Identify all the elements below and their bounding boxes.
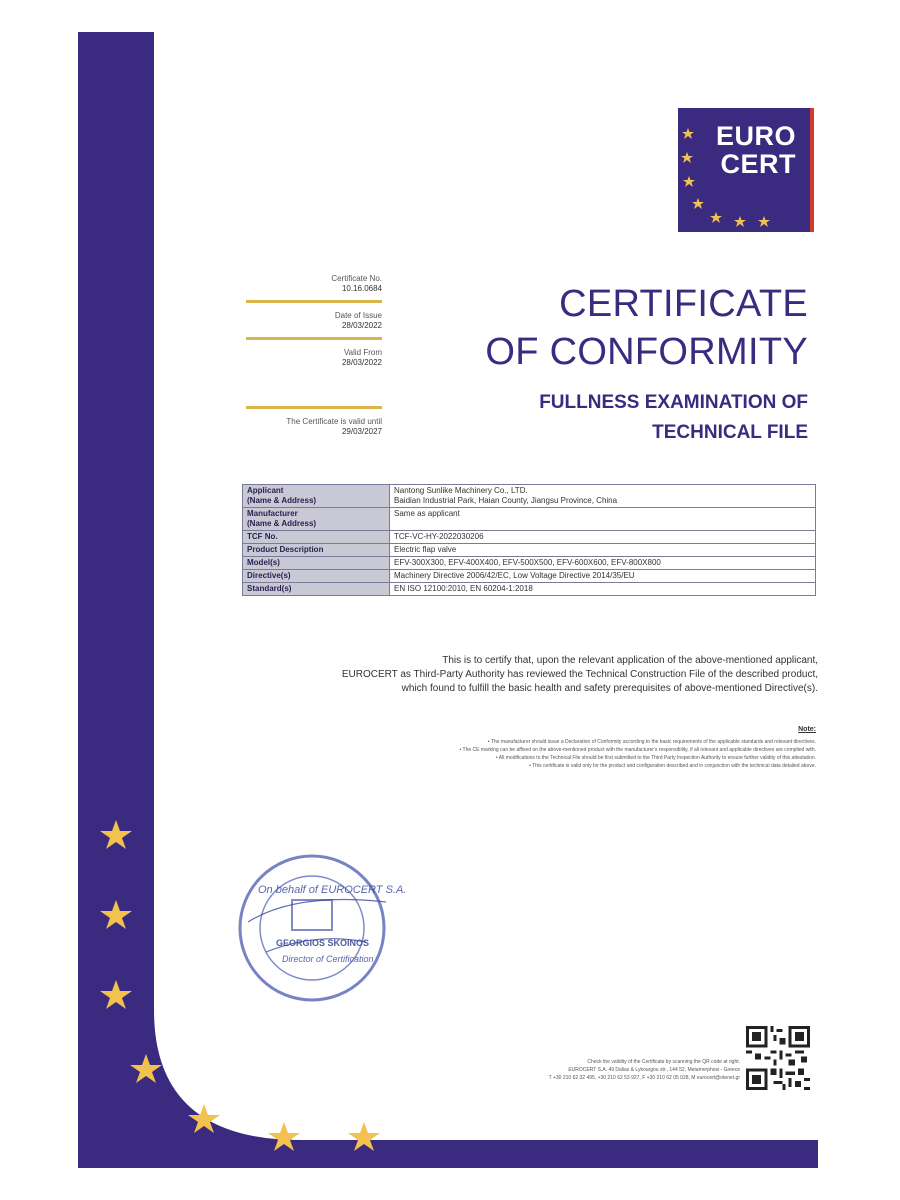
subtitle-line-2: TECHNICAL FILE [652,422,808,443]
qr-code-icon[interactable] [746,1026,810,1090]
star-icon [758,216,770,227]
note-item: • The CE marking can be affixed on the above-mentioned product with the manufacturer's responsibility, if all relevant and applicable directives are complied with. [216,746,816,754]
note-item: • All modifications to the Technical File should be first submitted to the Third Party Inspection Authority to ensure further validity of this attestation. [216,754,816,762]
star-icon [681,152,693,163]
logo-line-2: CERT [720,149,796,179]
note-item: • The manufacturer should issue a Declaration of Conformity according to the basic requirements of the applicable standards and relevant directives. [216,738,816,746]
label-line: Manufacturer [247,509,298,518]
meta-label: Certificate No. [331,274,382,283]
certification-statement [222,654,818,696]
footer-contact [360,1058,740,1082]
certificate-details-table [242,484,816,596]
table-row-applicant [243,485,816,508]
certificate-title [485,280,808,376]
row-value: TCF-VC-HY-2022030206 [390,531,816,544]
meta-value: 28/03/2022 [341,358,382,367]
row-label: Directive(s) [243,570,390,583]
table-row-manufacturer [243,508,816,531]
row-label: Model(s) [243,557,390,570]
row-value: Electric flap valve [390,544,816,557]
table-row [243,544,816,557]
star-icon [692,198,704,209]
statement-line: which found to fulfill the basic health and safety prerequisites of above-mentioned Directive(s). [401,683,818,694]
logo-line-1: EURO [715,121,796,151]
meta-value: 28/03/2022 [341,321,382,330]
statement-line: This is to certify that, upon the relevant application of the above-mentioned applicant, [442,655,818,666]
row-value: EFV-300X300, EFV-400X400, EFV-500X500, EFV-600X600, EFV-800X800 [390,557,816,570]
star-icon [734,216,746,227]
table-row [243,531,816,544]
certificate-meta [246,274,382,437]
row-label: TCF No. [243,531,390,544]
meta-date-of-issue [246,311,382,331]
star-icon [683,176,695,187]
eurocert-logo [678,108,814,232]
meta-label: Valid From [343,348,382,357]
star-icon [682,128,694,139]
meta-valid-from [246,348,382,368]
stamp-behalf-text: On behalf of EUROCERT S.A. [258,884,407,896]
meta-certificate-no [246,274,382,294]
value-line: Baidian Industrial Park, Haian County, Jiangsu Province, China [394,496,618,505]
certificate-subtitle [539,388,808,448]
row-label [243,485,390,508]
row-label [243,508,390,531]
official-stamp [236,852,388,1004]
footer-line: T +30 210 62 32 495, +30 210 62 53 927, F +30 210 62 05 028, M eurocert@otenet.gr [548,1075,740,1081]
row-value: EN ISO 12100:2010, EN 60204-1:2018 [390,583,816,596]
value-line: Nantong Sunlike Machinery Co., LTD. [394,486,528,495]
row-label: Standard(s) [243,583,390,596]
note-heading: Note: [798,726,816,733]
footer-line: EUROCERT S.A. 49 Dalias & Lykourgou str., 144 52, Metamorphosi - Greece [568,1067,740,1073]
label-line: Applicant [247,486,284,495]
table-row [243,583,816,596]
row-value [390,485,816,508]
meta-label: The Certificate is valid until [286,417,382,426]
label-line: (Name & Address) [247,519,317,528]
row-value: Same as applicant [390,508,816,531]
row-label: Product Description [243,544,390,557]
signatory-role: Director of Certification [282,954,374,964]
table-row [243,557,816,570]
footer-line: Check the validity of the Certificate by scanning the QR code at right. [587,1059,740,1065]
gold-divider [246,300,382,303]
gold-divider [246,337,382,340]
subtitle-line-1: FULLNESS EXAMINATION OF [539,392,808,413]
title-line-1: CERTIFICATE [559,283,808,325]
signatory-name: GEORGIOS SKOINOS [276,938,370,948]
meta-value: 10.16.0684 [341,284,382,293]
star-icon [710,212,722,223]
meta-value: 29/03/2027 [341,427,382,436]
notes-list [216,738,816,770]
meta-label: Date of Issue [334,311,382,320]
statement-line: EUROCERT as Third-Party Authority has reviewed the Technical Construction File of the described product, [341,669,818,680]
gold-divider [246,406,382,409]
table-row [243,570,816,583]
title-line-2: OF CONFORMITY [485,331,808,373]
label-line: (Name & Address) [247,496,317,505]
meta-valid-until [246,417,382,437]
note-item: • This certificate is valid only for the product and configuration described and in conjunction with the technical data detailed above. [216,762,816,770]
logo-wordmark [716,122,796,178]
row-value: Machinery Directive 2006/42/EC, Low Voltage Directive 2014/35/EU [390,570,816,583]
